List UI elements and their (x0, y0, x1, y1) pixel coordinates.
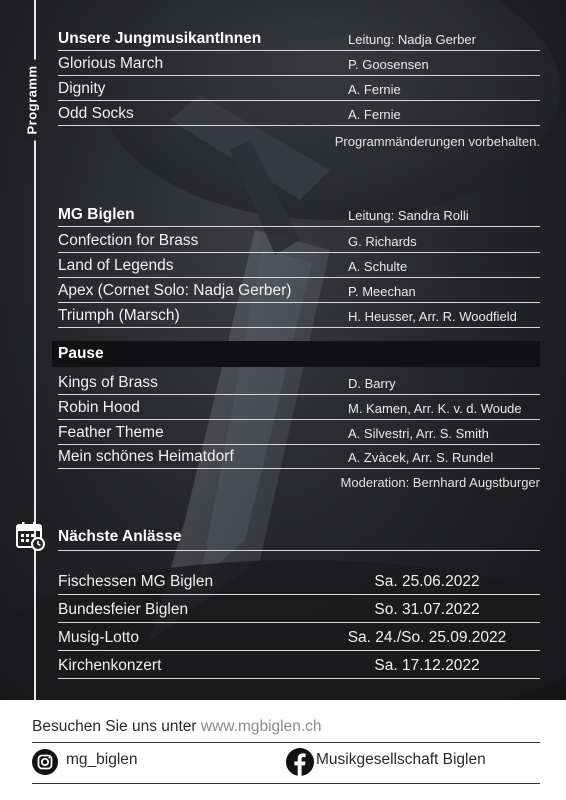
program-row (58, 444, 540, 469)
facebook-name: Musikgesellschaft Biglen (316, 751, 486, 768)
event-row (58, 568, 540, 595)
piece-composer: D. Barry (348, 376, 396, 391)
piece-composer: G. Richards (348, 234, 417, 249)
piece-composer: P. Goosensen (348, 57, 429, 72)
section-title: MG Biglen (58, 206, 135, 223)
website-link[interactable]: www.mgbiglen.ch (200, 718, 322, 735)
piece-composer: A. Zvàcek, Arr. S. Rundel (348, 450, 494, 465)
visit-line (32, 718, 322, 736)
moderation-note: Moderation: Bernhard Augstburger (340, 475, 540, 490)
piece-composer: A. Fernie (348, 82, 401, 97)
event-name: Fischessen MG Biglen (58, 573, 214, 590)
instagram-handle: mg_biglen (66, 751, 138, 768)
piece-title: Land of Legends (58, 257, 174, 274)
piece-title: Feather Theme (58, 424, 164, 441)
piece-title: Triumph (Marsch) (58, 307, 180, 324)
footer-divider-top (32, 742, 540, 743)
footer-divider-bottom (32, 783, 540, 784)
event-name: Kirchenkonzert (58, 657, 162, 674)
section-header-youth (58, 26, 540, 51)
program-row (58, 76, 540, 101)
events-title: Nächste Anlässe (58, 528, 182, 545)
piece-title: Apex (Cornet Solo: Nadja Gerber) (58, 282, 292, 299)
event-row (58, 624, 540, 651)
program-row (58, 420, 540, 445)
program-row (58, 395, 540, 420)
program-row (58, 228, 540, 253)
program-row (58, 278, 540, 303)
program-side-label: Programm (25, 59, 40, 140)
event-row (58, 652, 540, 679)
piece-composer: P. Meechan (348, 284, 416, 299)
instagram-icon (32, 749, 58, 775)
program-row (58, 303, 540, 328)
facebook-icon (286, 748, 314, 776)
pause-bar (52, 341, 540, 367)
section-title: Unsere JungmusikantInnen (58, 30, 262, 47)
event-date: Sa. 17.12.2022 (374, 657, 480, 674)
facebook-link[interactable] (286, 747, 540, 777)
calendar-icon (14, 520, 46, 552)
program-row (58, 370, 540, 395)
event-date: So. 31.07.2022 (374, 601, 480, 618)
piece-composer: H. Heusser, Arr. R. Woodfield (348, 309, 517, 324)
piece-title: Kings of Brass (58, 374, 158, 391)
events-divider (58, 550, 540, 551)
instagram-link[interactable] (32, 747, 232, 777)
piece-title: Robin Hood (58, 399, 140, 416)
piece-composer: M. Kamen, Arr. K. v. d. Woude (348, 401, 522, 416)
section-header-mg-biglen (58, 202, 540, 227)
event-date: Sa. 24./So. 25.09.2022 (347, 629, 507, 646)
event-name: Bundesfeier Biglen (58, 601, 189, 618)
visit-text: Besuchen Sie uns unter (32, 718, 197, 735)
event-row (58, 596, 540, 623)
piece-title: Confection for Brass (58, 232, 199, 249)
section-leader: Leitung: Sandra Rolli (348, 208, 469, 223)
event-date: Sa. 25.06.2022 (374, 573, 480, 590)
section-leader: Leitung: Nadja Gerber (348, 32, 476, 47)
program-row (58, 51, 540, 76)
program-row (58, 253, 540, 278)
pause-label: Pause (58, 345, 104, 362)
piece-title: Odd Socks (58, 105, 134, 122)
piece-composer: A. Silvestri, Arr. S. Smith (348, 426, 489, 441)
piece-title: Dignity (58, 80, 106, 97)
piece-title: Glorious March (58, 55, 164, 72)
piece-title: Mein schönes Heimatdorf (58, 448, 234, 465)
piece-composer: A. Schulte (348, 259, 408, 274)
program-change-note: Programmänderungen vorbehalten. (334, 134, 540, 149)
program-row (58, 101, 540, 126)
piece-composer: A. Fernie (348, 107, 401, 122)
event-name: Musig-Lotto (58, 629, 139, 646)
